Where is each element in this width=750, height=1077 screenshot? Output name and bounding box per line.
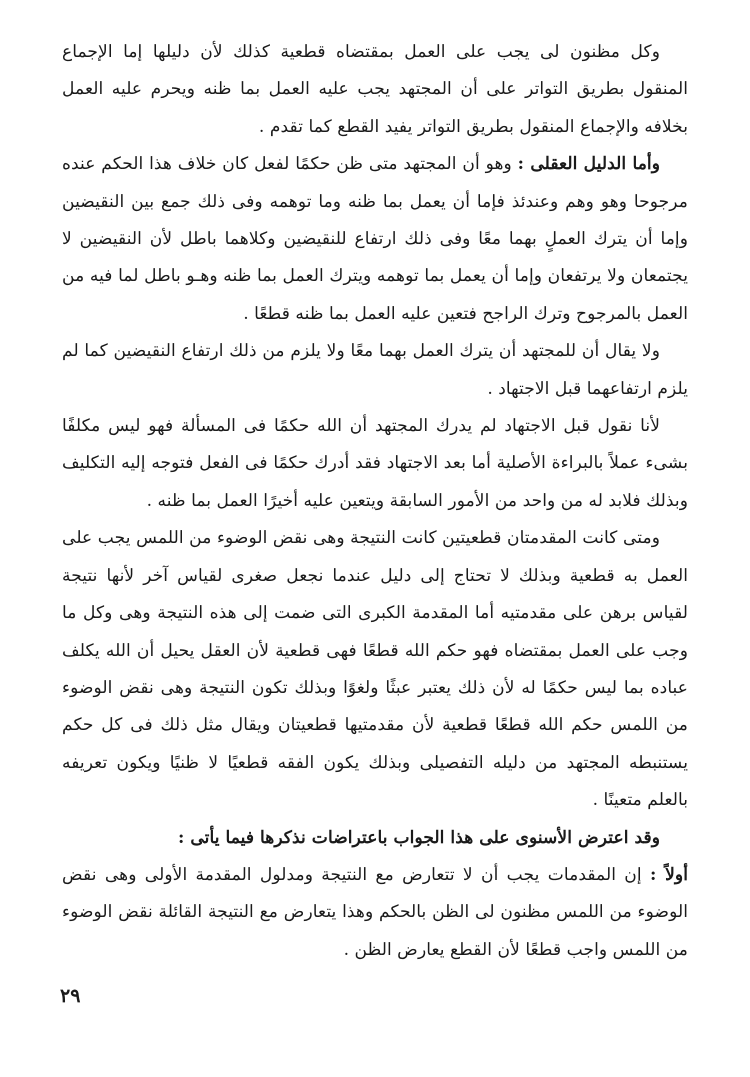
page-number: ٢٩: [60, 985, 81, 1007]
paragraph-2-lead: وأما الدليل العقلى :: [517, 154, 660, 175]
paragraph-6-lead: أولاً :: [649, 864, 688, 885]
paragraph-4-text: لأنا نقول قبل الاجتهاد لم يدرك المجتهد أن الله حكمًا فى المسألة فهو ليس مكلفًا بشىء عملاً بالبراءة الأصلية أما بعد الاجتهاد فقد أدرك حكمًا فى الفعل فتوجه إليه التكليف وبذلك فلابد له من واحد من الأمور السابقة ويتعين عليه أخيرًا العمل بما ظنه .: [62, 416, 688, 511]
paragraph-2-text: وهو أن المجتهد متى ظن حكمًا لفعل كان خلاف هذا الحكم عنده مرجوحا وهو وهم وعندئذ فإما أن يعمل بما ظنه وما توهمه وفى ذلك جمع بين النقيضين وإما أن يترك العملٍ بهما معًا وفى ذلك ارتفاع للنقيضين وكلاهما باطل لأن النقيضين لا يجتمعان ولا يرتفعان وإما أن يعمل بما توهمه ويترك العمل بما ظنه وهـو باطل لما فيه من العمل بالمرجوح وترك الراجح فتعين عليه العمل بما ظنه قطعًا .: [62, 154, 688, 324]
body-text: [62, 34, 688, 969]
paragraph-6: [62, 857, 688, 969]
paragraph-2: [62, 146, 688, 333]
paragraph-5-text: ومتى كانت المقدمتان قطعيتين كانت النتيجة وهى نقض الوضوء من اللمس يجب على العمل به قطعية وبذلك لا تحتاج إلى دليل عندما نجعل صغرى لقياس آخر لأنها نتيجة لقياس برهن على مقدمتيه أما المقدمة الكبرى التى ضمت إلى هذه النتيجة وهى وكل ما وجب على العمل بمقتضاه فهو حكم الله قطعًا فهى قطعية لأن العقل يحيل أن الله يكلف عباده بما ليس حكمًا له لأن ذلك يعتبر عبثًا ولغوًا وبذلك تكون النتيجة وهى نقض الوضوء من اللمس حكم الله قطعًا قطعية لأن مقدمتيها قطعيتان ويقال مثل ذلك فى كل حكم يستنبطه المجتهد من دليله التفصيلى وبذلك يكون الفقه قطعيًا لا ظنيًا ويكون تعريفه بالعلم متعينًا .: [62, 528, 688, 811]
paragraph-4: [62, 408, 688, 520]
paragraph-6-text: إن المقدمات يجب أن لا تتعارض مع النتيجة ومدلول المقدمة الأولى وهى نقض الوضوء من اللمس مظنون لى الظن بالحكم وهذا يتعارض مع النتيجة القائلة نقض الوضوء من اللمس واجب قطعًا لأن القطع يعارض الظن .: [62, 864, 688, 960]
paragraph-1: [62, 34, 688, 146]
paragraph-1-text: وكل مظنون لى يجب على العمل بمقتضاه قطعية كذلك لأن دليلها إما الإجماع المنقول بطريق التواتر على أن المجتهد يجب عليه العمل بما ظنه ويحرم عليه العمل بخلافه والإجماع المنقول بطريق التواتر يفيد القطع كما تقدم .: [62, 42, 688, 137]
paragraph-3-text: ولا يقال أن للمجتهد أن يترك العمل بهما معًا ولا يلزم من ذلك ارتفاع النقيضين كما لم يلزم ارتفاعهما قبل الاجتهاد .: [62, 341, 688, 399]
paragraph-5: [62, 520, 688, 819]
paragraph-3: [62, 333, 688, 408]
section-heading: وقد اعترض الأسنوى على هذا الجواب باعتراضات نذكرها فيما يأتى :: [178, 827, 660, 848]
